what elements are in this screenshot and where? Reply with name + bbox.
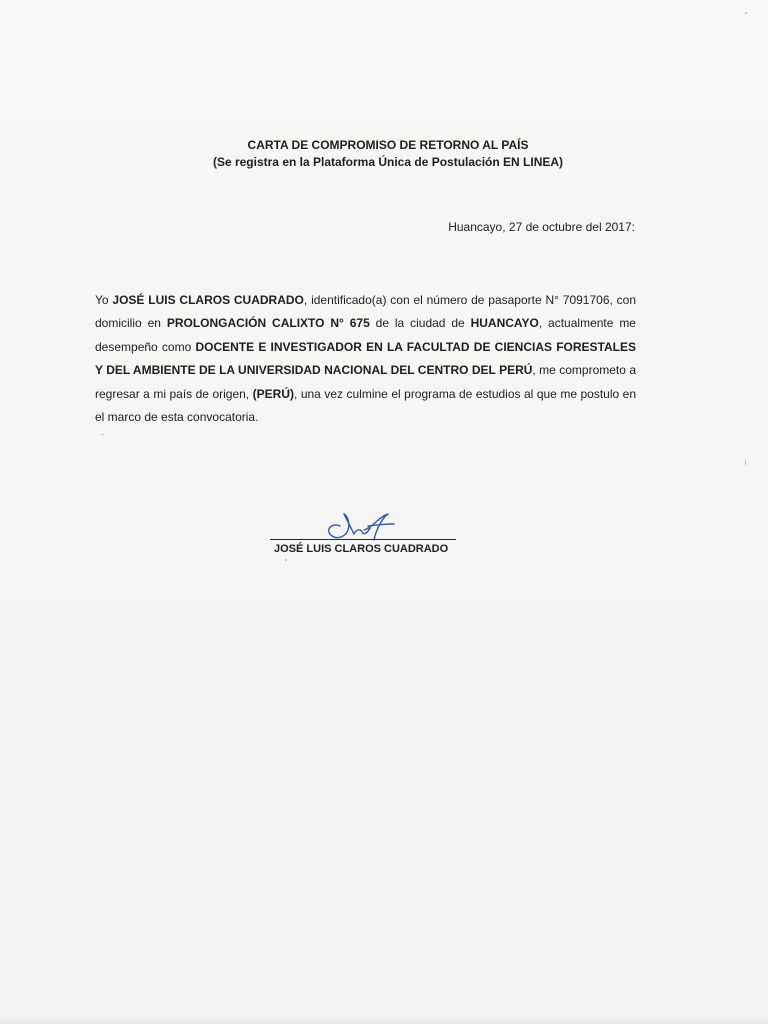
signatory-name: JOSÉ LUIS CLAROS CUADRADO bbox=[274, 543, 449, 555]
body-text-segment: , me comprometo a regresar a mi país de origen, bbox=[95, 363, 637, 401]
applicant-city: HUANCAYO bbox=[470, 316, 539, 331]
letter-heading bbox=[0, 137, 768, 171]
body-text-segment: , identificado(a) con el número de pasaporte N° 7091706, con domicilio en bbox=[95, 293, 636, 331]
letter-subtitle: (Se registra en la Plataforma Única de Postulación EN LINEA) bbox=[212, 155, 564, 169]
scan-speck bbox=[285, 559, 287, 561]
applicant-country: (PERÚ) bbox=[252, 386, 294, 401]
body-text-segment: , actualmente me desempeño como bbox=[95, 316, 636, 354]
body-text-segment: Yo bbox=[95, 293, 113, 307]
body-text-segment: , una vez culmine el programa de estudios al que me postulo en el marco de esta convocatoria. bbox=[95, 386, 637, 425]
scan-speck bbox=[745, 460, 746, 466]
scan-speck bbox=[745, 12, 747, 14]
signature-line bbox=[270, 539, 456, 540]
applicant-name: JOSÉ LUIS CLAROS CUADRADO bbox=[112, 293, 304, 307]
body-text-segment: de la ciudad de bbox=[369, 316, 471, 331]
letter-body bbox=[95, 289, 636, 429]
handwritten-signature bbox=[318, 508, 398, 548]
applicant-address: PROLONGACIÓN CALIXTO N° 675 bbox=[166, 316, 370, 331]
letter-date: Huancayo, 27 de octubre del 2017: bbox=[448, 220, 635, 234]
signature-block bbox=[266, 508, 466, 568]
letter-title: CARTA DE COMPROMISO DE RETORNO AL PAÍS bbox=[247, 138, 529, 152]
scan-bottom-edge bbox=[0, 1017, 768, 1024]
applicant-position: DOCENTE E INVESTIGADOR EN LA FACULTAD DE CIENCIAS FORESTALES Y DEL AMBIENTE DE LA UNIVERSIDAD NACIONAL DEL CENTRO DEL PERÚ bbox=[95, 339, 636, 378]
scan-speck bbox=[101, 434, 104, 435]
